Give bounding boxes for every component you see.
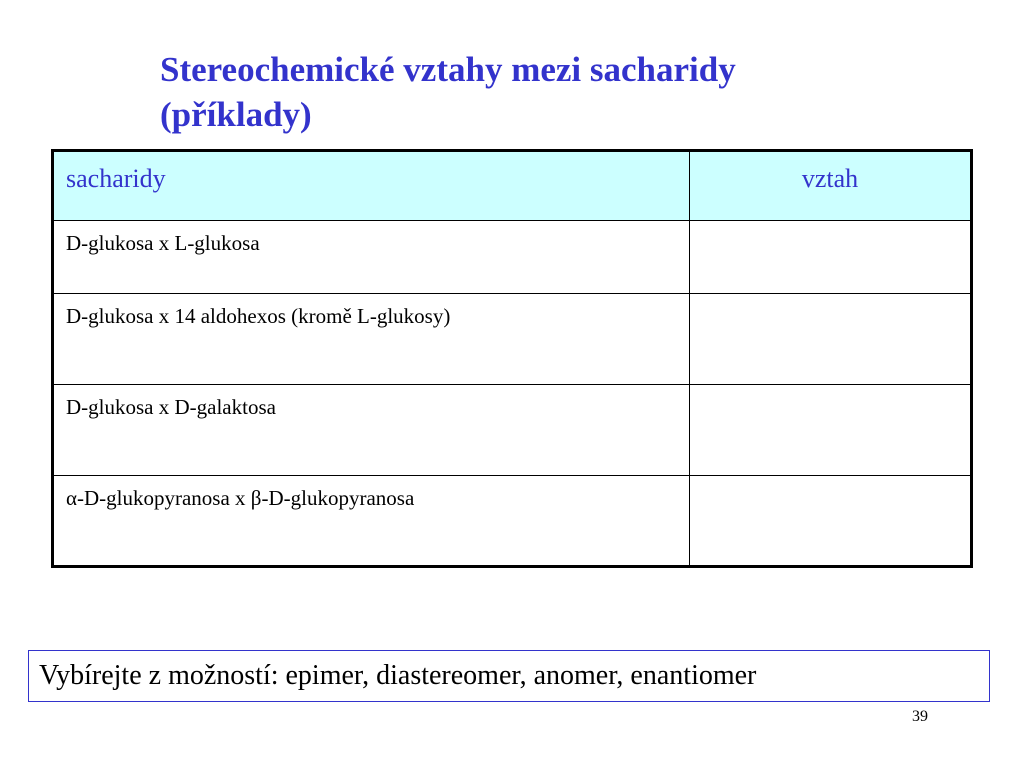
table-row (53, 476, 972, 567)
table-row (53, 221, 972, 294)
header-relation: vztah (690, 151, 972, 221)
relation-cell[interactable] (690, 294, 972, 385)
table-header-row (53, 151, 972, 221)
table-row (53, 385, 972, 476)
options-hint-box: Vybírejte z možností: epimer, diastereomer, anomer, enantiomer (28, 650, 990, 702)
relation-cell[interactable] (690, 221, 972, 294)
pair-cell: D-glukosa x D-galaktosa (53, 385, 690, 476)
pair-cell: α-D-glukopyranosa x β-D-glukopyranosa (53, 476, 690, 567)
slide-title (160, 47, 980, 137)
slide-title-line-1: Stereochemické vztahy mezi sacharidy (160, 50, 736, 89)
slide-title-line-2: (příklady) (160, 95, 312, 134)
relation-cell[interactable] (690, 385, 972, 476)
relations-table (51, 149, 973, 568)
table-row (53, 294, 972, 385)
pair-cell: D-glukosa x L-glukosa (53, 221, 690, 294)
page-number: 39 (912, 708, 928, 725)
header-saccharides: sacharidy (53, 151, 690, 221)
pair-cell: D-glukosa x 14 aldohexos (kromě L-glukosy) (53, 294, 690, 385)
relation-cell[interactable] (690, 476, 972, 567)
